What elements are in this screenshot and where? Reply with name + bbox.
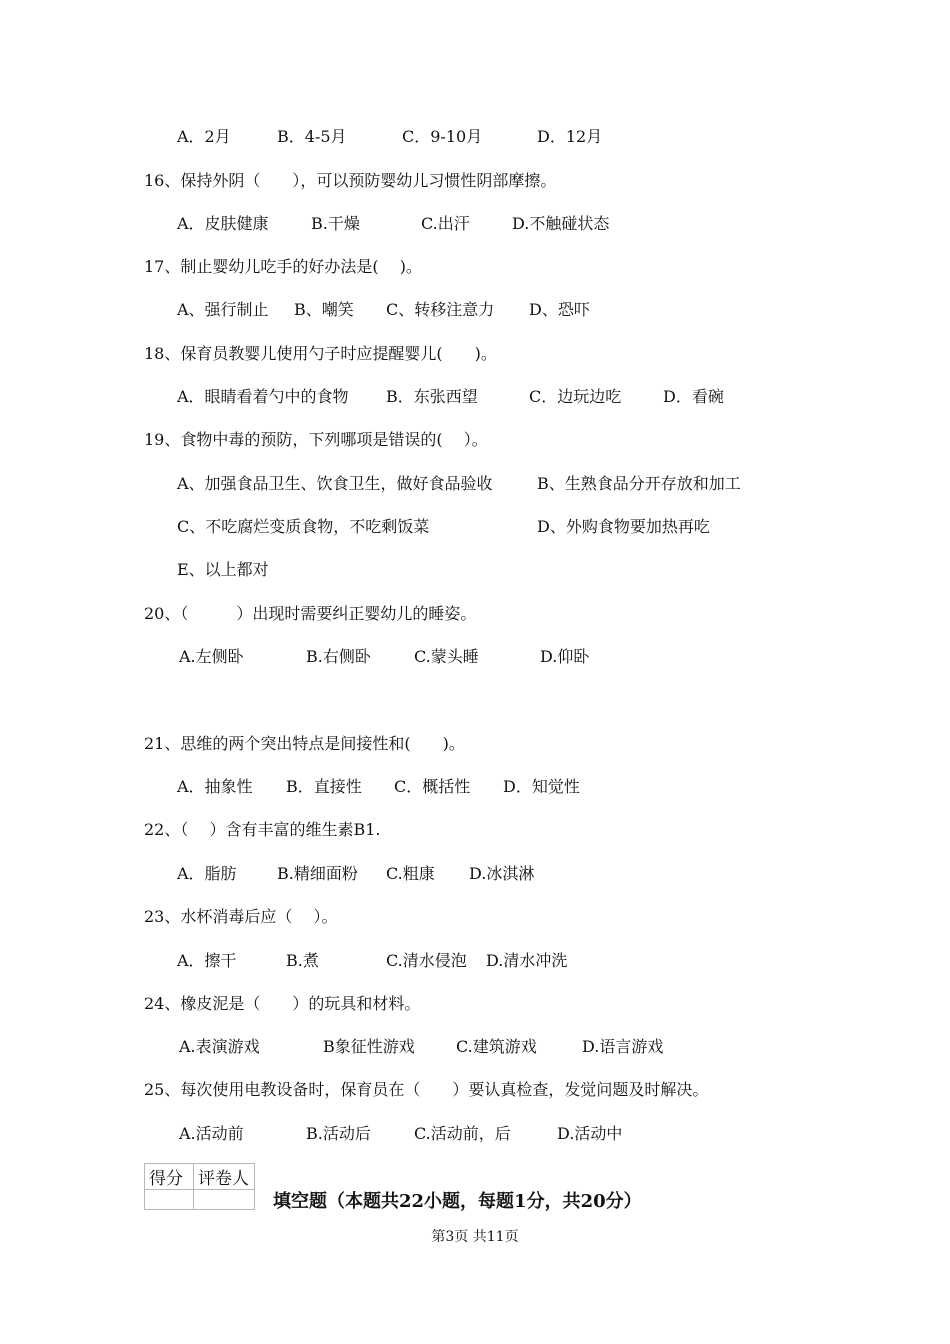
page-footer: 第3页 共11页 [431, 1229, 519, 1245]
option-a: A.左侧卧 [179, 647, 244, 666]
option-b: B.精细面粉 [277, 864, 358, 883]
question-22-stem: 22、（ ）含有丰富的维生素B1. [144, 820, 381, 839]
option-d: D．12月 [537, 127, 603, 146]
question-24-stem: 24、橡皮泥是（ ）的玩具和材料。 [144, 994, 421, 1013]
question-23-stem: 23、水杯消毒后应（ ）。 [144, 907, 338, 926]
option-a: A、加强食品卫生、饮食卫生，做好食品验收 [177, 474, 493, 493]
option-b: B.活动后 [306, 1124, 371, 1143]
option-c: C．9-10月 [402, 127, 483, 146]
score-box [144, 1163, 255, 1210]
option-d: D.活动中 [557, 1124, 623, 1143]
option-e: E、以上都对 [177, 560, 269, 579]
option-c: C、转移注意力 [386, 300, 495, 319]
option-b: B、嘲笑 [294, 300, 354, 319]
option-d: D、恐吓 [529, 300, 590, 319]
option-a: A．脂肪 [177, 864, 237, 883]
option-b: B、生熟食品分开存放和加工 [537, 474, 741, 493]
option-c: C.建筑游戏 [456, 1037, 537, 1056]
option-d: D.不触碰状态 [512, 214, 610, 233]
option-d: D、外购食物要加热再吃 [537, 517, 710, 536]
section-title: 填空题（本题共22小题，每题1分，共20分） [273, 1191, 642, 1212]
option-b: B.右侧卧 [306, 647, 371, 666]
question-18-stem: 18、保育员教婴儿使用勺子时应提醒婴儿( )。 [144, 344, 497, 363]
question-17-stem: 17、制止婴幼儿吃手的好办法是( )。 [144, 257, 422, 276]
grader-label: 评卷人 [194, 1164, 255, 1190]
question-20-stem: 20、（ ）出现时需要纠正婴幼儿的睡姿。 [144, 604, 477, 623]
option-c: C.活动前，后 [414, 1124, 511, 1143]
option-b: B.干燥 [311, 214, 360, 233]
option-d: D.语言游戏 [582, 1037, 664, 1056]
option-b: B．4-5月 [277, 127, 347, 146]
option-c: C.粗康 [386, 864, 435, 883]
question-19-stem: 19、食物中毒的预防，下列哪项是错误的( ）。 [144, 430, 488, 449]
score-cell [145, 1190, 194, 1210]
option-b: B象征性游戏 [323, 1037, 415, 1056]
option-a: A.活动前 [179, 1124, 244, 1143]
option-d: D.冰淇淋 [469, 864, 535, 883]
grader-cell [194, 1190, 255, 1210]
option-c: C．概括性 [394, 777, 471, 796]
option-d: D．知觉性 [503, 777, 580, 796]
option-c: C.出汗 [421, 214, 470, 233]
score-label: 得分 [145, 1164, 194, 1190]
option-a: A．抽象性 [177, 777, 253, 796]
option-d: D.清水冲洗 [486, 951, 568, 970]
option-c: C．边玩边吃 [529, 387, 622, 406]
question-21-stem: 21、思维的两个突出特点是间接性和( )。 [144, 734, 465, 753]
question-16-stem: 16、保持外阴（ ），可以预防婴幼儿习惯性阴部摩擦。 [144, 171, 557, 190]
option-b: B．直接性 [286, 777, 362, 796]
option-c: C.蒙头睡 [414, 647, 479, 666]
option-b: B.煮 [286, 951, 319, 970]
option-a: A、强行制止 [177, 300, 269, 319]
option-d: D.仰卧 [540, 647, 590, 666]
option-b: B．东张西望 [386, 387, 478, 406]
option-d: D．看碗 [663, 387, 724, 406]
option-c: C、不吃腐烂变质食物，不吃剩饭菜 [177, 517, 430, 536]
option-a: A．皮肤健康 [177, 214, 269, 233]
option-a: A.表演游戏 [179, 1037, 260, 1056]
option-a: A．擦干 [177, 951, 237, 970]
option-c: C.清水侵泡 [386, 951, 467, 970]
option-a: A．2月 [177, 127, 231, 146]
option-a: A．眼睛看着勺中的食物 [177, 387, 349, 406]
question-25-stem: 25、每次使用电教设备时，保育员在（ ）要认真检查，发觉问题及时解决。 [144, 1080, 709, 1099]
